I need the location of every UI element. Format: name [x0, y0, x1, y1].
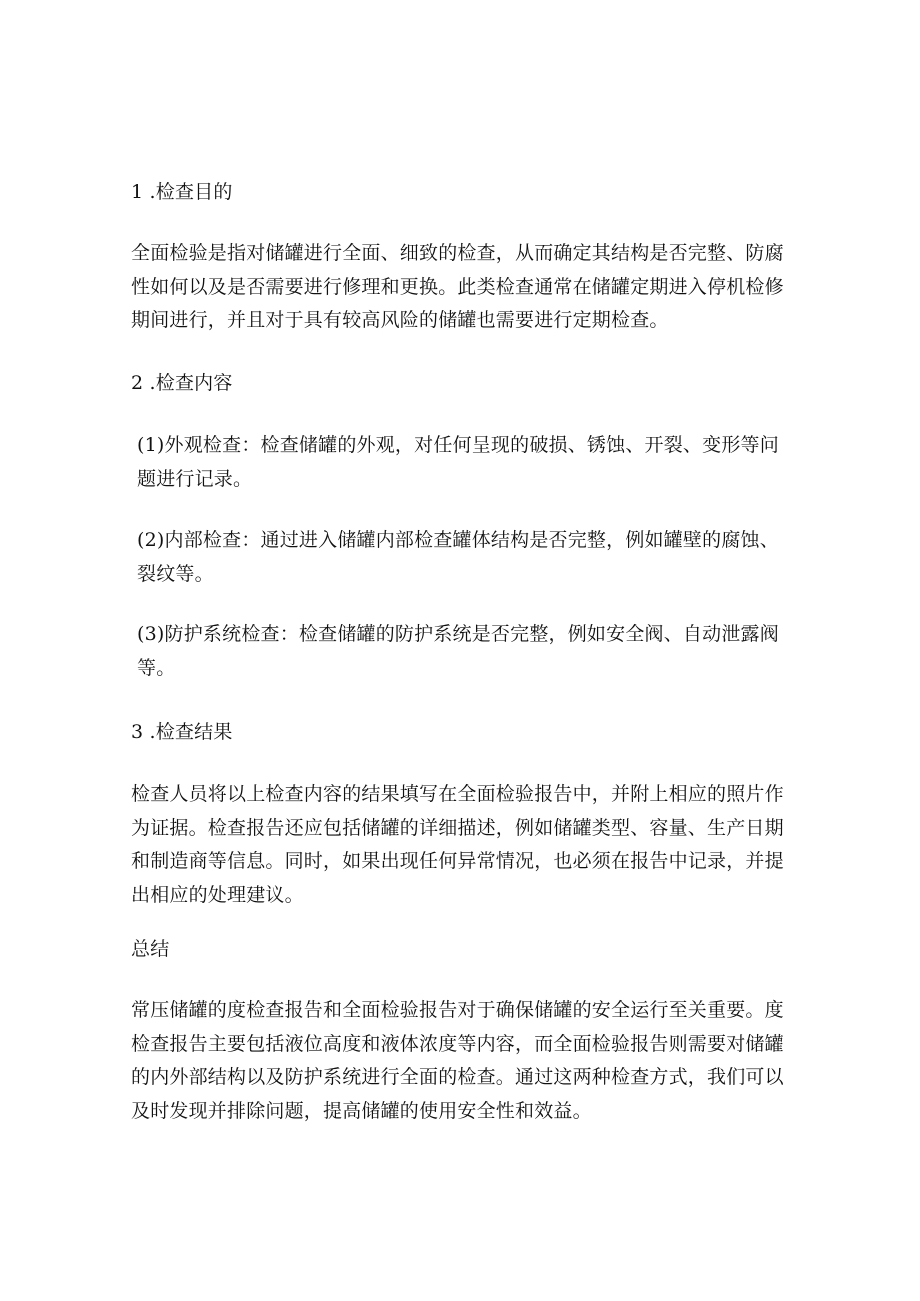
section-1-heading: 1 .检查目的 [131, 181, 233, 203]
section-3-heading: 3 .检查结果 [131, 721, 233, 743]
summary-paragraph: 常压储罐的度检查报告和全面检验报告对于确保储罐的安全运行至关重要。度检查报告主要包括液位高度和液体浓度等内容，而全面检验报告则需要对储罐的内外部结构以及防护系统进行全面的检查。通过这两种检查方式，我们可以及时发现并排除问题，提高储罐的使用安全性和效益。 [131, 999, 784, 1122]
section-3-paragraph: 检查人员将以上检查内容的结果填写在全面检验报告中，并附上相应的照片作为证据。检查报告还应包括储罐的详细描述，例如储罐类型、容量、生产日期和制造商等信息。同时，如果出现任何异常情况，也必须在报告中记录，并提出相应的处理建议。 [131, 783, 784, 906]
section-2-heading: 2 .检查内容 [131, 372, 233, 394]
section-2-item-2: (2)内部检查：通过进入储罐内部检查罐体结构是否完整，例如罐壁的腐蚀、裂纹等。 [137, 529, 779, 585]
section-2-item-1: (1)外观检查：检查储罐的外观，对任何呈现的破损、锈蚀、开裂、变形等问题进行记录。 [137, 434, 779, 490]
section-2-item-3: (3)防护系统检查：检查储罐的防护系统是否完整，例如安全阀、自动泄露阀等。 [137, 623, 779, 679]
summary-heading: 总结 [131, 938, 170, 960]
section-1-paragraph: 全面检验是指对储罐进行全面、细致的检查，从而确定其结构是否完整、防腐性如何以及是否需要进行修理和更换。此类检查通常在储罐定期进入停机检修期间进行，并且对于具有较高风险的储罐也需要进行定期检查。 [131, 242, 784, 331]
